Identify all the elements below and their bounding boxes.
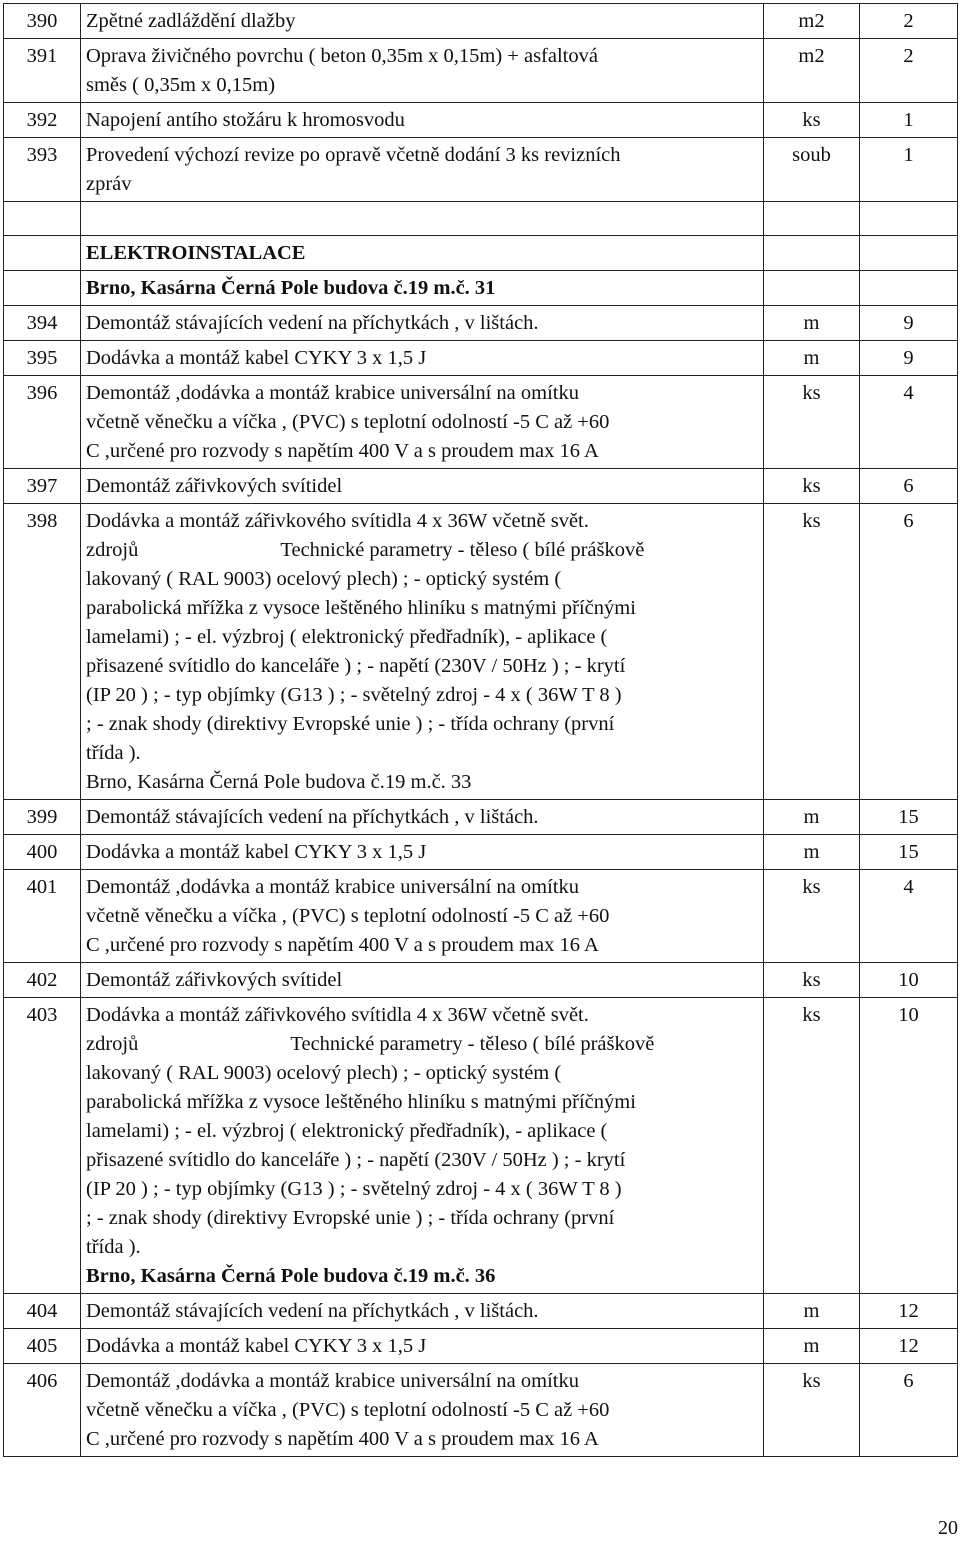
page-number: 20: [938, 1517, 958, 1539]
item-unit: ks: [764, 963, 860, 998]
item-unit: m: [764, 835, 860, 870]
item-description: Demontáž ,dodávka a montáž krabice universální na omítku včetně věnečku a víčka , (PVC) s teplotní odolností -5 C až +60 C ,určené pro rozvody s napětím 400 V a s proudem max 16 A: [81, 376, 764, 469]
item-quantity: 9: [860, 306, 958, 341]
item-number: 396: [4, 376, 81, 469]
item-quantity: 6: [860, 1364, 958, 1457]
description-body: lakovaný ( RAL 9003) ocelový plech) ; - optický systém ( parabolická mřížka z vysoce leštěného hliníku s matnými příčnými lamelami) ; - el. výzbroj ( elektronický předřadník), - aplikace ( přisazené svítidlo do kanceláře ) ; - napětí (230V / 50Hz ) ; - krytí (IP 20 ) ; - typ objímky (G13 ) ; - světelný zdroj - 4 x ( 36W T 8 ) ; - znak shody (direktivy Evropské unie ) ; - třída ochrany (první třída ).: [86, 1062, 636, 1258]
location-heading-row: [4, 271, 958, 306]
item-unit: soub: [764, 138, 860, 202]
item-number: 395: [4, 341, 81, 376]
section-heading: ELEKTROINSTALACE: [81, 236, 764, 271]
item-description: Demontáž zářivkových svítidel: [81, 963, 764, 998]
item-unit: ks: [764, 376, 860, 469]
item-number: 403: [4, 998, 81, 1294]
item-unit: m: [764, 306, 860, 341]
item-number: 401: [4, 870, 81, 963]
item-quantity: 4: [860, 376, 958, 469]
table-row: [4, 103, 958, 138]
description-line: Dodávka a montáž zářivkového svítidla 4 x 36W včetně svět.: [86, 1004, 589, 1026]
item-quantity: 12: [860, 1329, 958, 1364]
item-number: [4, 202, 81, 236]
item-description: [81, 998, 764, 1294]
table-row: [4, 138, 958, 202]
item-unit: ks: [764, 870, 860, 963]
item-unit: m: [764, 1294, 860, 1329]
item-quantity: 12: [860, 1294, 958, 1329]
item-unit: m: [764, 341, 860, 376]
item-table: [3, 3, 958, 1457]
item-unit: ks: [764, 504, 860, 800]
item-description: Demontáž ,dodávka a montáž krabice universální na omítku včetně věnečku a víčka , (PVC) s teplotní odolností -5 C až +60 C ,určené pro rozvody s napětím 400 V a s proudem max 16 A: [81, 1364, 764, 1457]
table-row: [4, 963, 958, 998]
item-description: Dodávka a montáž kabel CYKY 3 x 1,5 J: [81, 1329, 764, 1364]
item-description: Demontáž zářivkových svítidel: [81, 469, 764, 504]
item-description: Demontáž stávajících vedení na příchytkách , v lištách.: [81, 1294, 764, 1329]
item-number: 390: [4, 4, 81, 39]
table-row: [4, 998, 958, 1294]
table-row: [4, 800, 958, 835]
section-heading-row: [4, 236, 958, 271]
item-unit: ks: [764, 103, 860, 138]
item-number: 393: [4, 138, 81, 202]
item-number: 397: [4, 469, 81, 504]
item-number: 405: [4, 1329, 81, 1364]
item-description: Demontáž ,dodávka a montáž krabice universální na omítku včetně věnečku a víčka , (PVC) s teplotní odolností -5 C až +60 C ,určené pro rozvody s napětím 400 V a s proudem max 16 A: [81, 870, 764, 963]
table-row: [4, 341, 958, 376]
item-unit: ks: [764, 469, 860, 504]
item-quantity: 9: [860, 341, 958, 376]
item-description: Provedení výchozí revize po opravě včetně dodání 3 ks revizních zpráv: [81, 138, 764, 202]
table-row-empty: [4, 202, 958, 236]
item-description: Dodávka a montáž kabel CYKY 3 x 1,5 J: [81, 341, 764, 376]
table-row: [4, 504, 958, 800]
item-quantity: [860, 202, 958, 236]
item-quantity: 15: [860, 835, 958, 870]
item-quantity: 6: [860, 469, 958, 504]
item-unit: m2: [764, 4, 860, 39]
location-line: Brno, Kasárna Černá Pole budova č.19 m.č. 33: [86, 771, 472, 793]
item-number: 400: [4, 835, 81, 870]
technical-parameters: Technické parametry - těleso ( bílé práškově: [290, 1033, 655, 1055]
table-row: [4, 306, 958, 341]
table-row: [4, 1364, 958, 1457]
description-body: lakovaný ( RAL 9003) ocelový plech) ; - optický systém ( parabolická mřížka z vysoce leštěného hliníku s matnými příčnými lamelami) ; - el. výzbroj ( elektronický předřadník), - aplikace ( přisazené svítidlo do kanceláře ) ; - napětí (230V / 50Hz ) ; - krytí (IP 20 ) ; - typ objímky (G13 ) ; - světelný zdroj - 4 x ( 36W T 8 ) ; - znak shody (direktivy Evropské unie ) ; - třída ochrany (první třída ).: [86, 568, 636, 764]
table-row: [4, 376, 958, 469]
item-quantity: 1: [860, 103, 958, 138]
item-description: [81, 202, 764, 236]
item-number: 404: [4, 1294, 81, 1329]
item-description: Napojení antího stožáru k hromosvodu: [81, 103, 764, 138]
table-row: [4, 469, 958, 504]
item-number: 398: [4, 504, 81, 800]
table-row: [4, 1294, 958, 1329]
item-quantity: 6: [860, 504, 958, 800]
item-unit: m: [764, 1329, 860, 1364]
item-quantity: 2: [860, 39, 958, 103]
item-unit: m2: [764, 39, 860, 103]
item-unit: ks: [764, 998, 860, 1294]
item-unit: [764, 202, 860, 236]
item-number: 406: [4, 1364, 81, 1457]
item-quantity: 4: [860, 870, 958, 963]
table-row: [4, 870, 958, 963]
description-word: zdrojů: [86, 1033, 139, 1055]
item-number: 399: [4, 800, 81, 835]
item-description: Demontáž stávajících vedení na příchytkách , v lištách.: [81, 800, 764, 835]
item-description: Zpětné zadláždění dlažby: [81, 4, 764, 39]
table-row: [4, 1329, 958, 1364]
description-line: Dodávka a montáž zářivkového svítidla 4 x 36W včetně svět.: [86, 510, 589, 532]
item-description: Dodávka a montáž kabel CYKY 3 x 1,5 J: [81, 835, 764, 870]
item-number: 392: [4, 103, 81, 138]
item-number: 402: [4, 963, 81, 998]
location-heading: Brno, Kasárna Černá Pole budova č.19 m.č. 31: [81, 271, 764, 306]
item-unit: m: [764, 800, 860, 835]
item-description: [81, 504, 764, 800]
location-line: Brno, Kasárna Černá Pole budova č.19 m.č. 36: [86, 1265, 496, 1287]
item-quantity: 2: [860, 4, 958, 39]
description-word: zdrojů: [86, 539, 139, 561]
item-number: 394: [4, 306, 81, 341]
item-unit: ks: [764, 1364, 860, 1457]
item-description: Oprava živičného povrchu ( beton 0,35m x 0,15m) + asfaltová směs ( 0,35m x 0,15m): [81, 39, 764, 103]
item-quantity: 10: [860, 963, 958, 998]
table-row: [4, 835, 958, 870]
technical-parameters: Technické parametry - těleso ( bílé práškově: [280, 539, 645, 561]
table-row: [4, 39, 958, 103]
item-quantity: 15: [860, 800, 958, 835]
table-row: [4, 4, 958, 39]
item-quantity: 1: [860, 138, 958, 202]
item-description: Demontáž stávajících vedení na příchytkách , v lištách.: [81, 306, 764, 341]
item-quantity: 10: [860, 998, 958, 1294]
item-number: 391: [4, 39, 81, 103]
